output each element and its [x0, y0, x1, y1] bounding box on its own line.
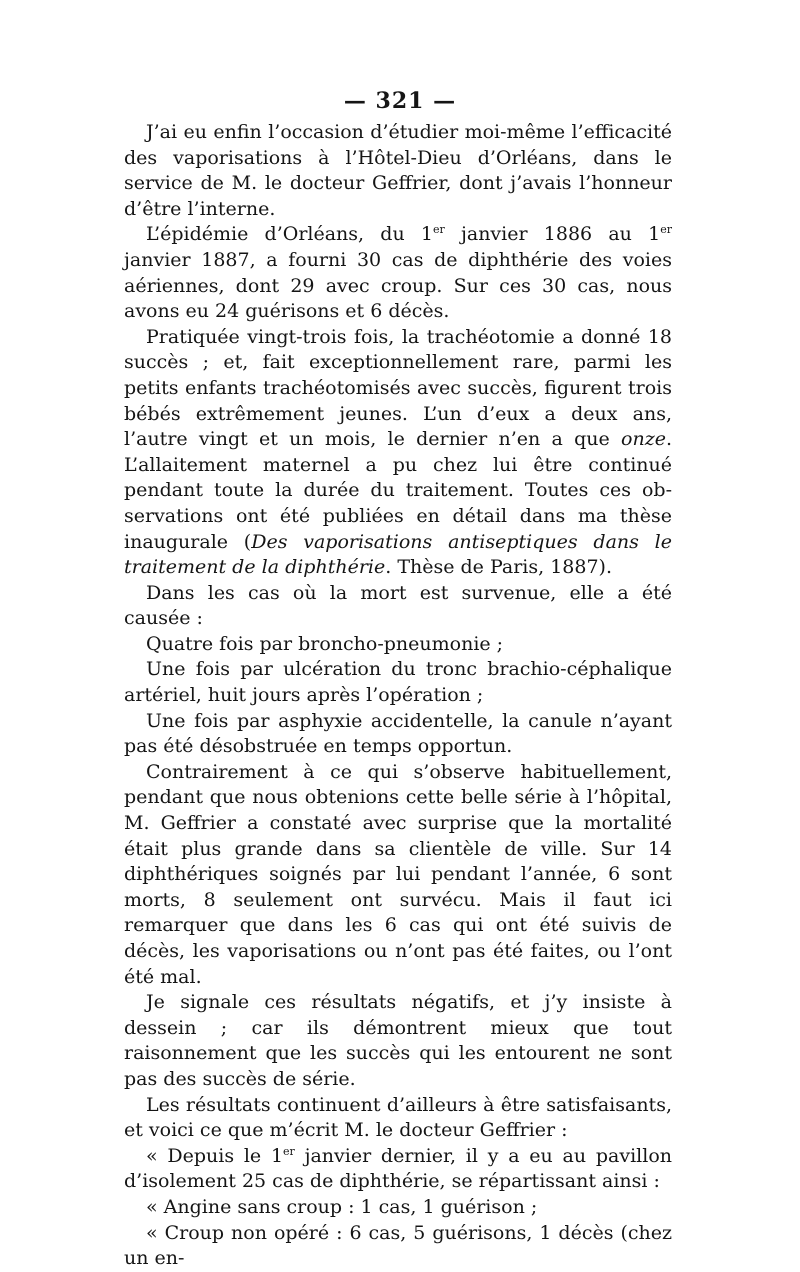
superscript: er: [283, 1144, 295, 1158]
paragraph: [124, 325, 672, 581]
text-run: . Thèse de Paris, 1887).: [385, 556, 613, 579]
text-run: janvier dernier, il y a eu au pavillon d’isolement 25 cas de diphthérie, se répartissant ainsi :: [124, 1144, 672, 1193]
paragraph: « Croup non opéré : 6 cas, 5 guérisons, 1 décès (chez un en-: [124, 1221, 672, 1270]
paragraph: Une fois par asphyxie accidentelle, la canule n’ayant pas été désobstruée en temps opportun.: [124, 709, 672, 758]
body-text: [124, 120, 672, 1272]
text-run: Pratiquée vingt-trois fois, la trachéotomie a donné 18 succès ; et, fait exceptionnellement rare, parmi les petits enfants trachéotomisés avec succès, figurent trois bébés extrêmement jeunes. L’un d’eux a deux ans, l’autre vingt et un mois, le dernier n’en a que: [124, 325, 672, 451]
paragraph: Dans les cas où la mort est survenue, elle a été causée :: [124, 581, 672, 630]
paragraph: Une fois par ulcération du tronc brachio-céphalique artériel, huit jours après l’opération ;: [124, 658, 672, 707]
text-run: janvier 1887, a fourni 30 cas de diphthérie des voies aériennes, dont 29 avec croup. Sur ces 30 cas, nous avons eu 24 guérisons et 6 décès.: [124, 248, 672, 323]
text-run: . L’allaitement maternel a pu chez lui être continué pendant toute la durée du traitement. Toutes ces observations ont été publiées en détail dans ma thèse inaugurale (: [124, 428, 672, 553]
thesis-title: Des vaporisations antiseptiques dans le traitement de la diphthérie: [124, 530, 672, 579]
paragraph: Contrairement à ce qui s’observe habituellement, pendant que nous obtenions cette belle série à l’hôpital, M. Geffrier a constaté avec surprise que la mortalité était plus grande dans sa clientèle de ville. Sur 14 diphthériques soignés par lui pendant l’année, 6 sont morts, 8 seulement ont survécu. Mais il faut ici remarquer que dans les 6 cas qui ont été suivis de décès, les vaporisations ou n’ont pas été faites, ou l’ont été mal.: [124, 760, 672, 988]
superscript: er: [432, 223, 445, 237]
superscript: er: [660, 223, 672, 237]
paragraph: J’ai eu enfin l’occasion d’étudier moi-même l’efficacité des vaporisations à l’Hôtel-Dieu d’Orléans, dans le service de M. le docteur Geffrier, dont j’avais l’honneur d’être l’interne.: [124, 121, 672, 220]
italic-text: onze: [621, 428, 666, 451]
page-number: — 321 —: [343, 88, 457, 114]
text-run: janvier 1886 au 1: [444, 223, 661, 246]
paragraph: [124, 1144, 672, 1195]
text-run: L’épidémie d’Orléans, du 1: [146, 223, 433, 246]
paragraph: Quatre fois par broncho-pneumonie ;: [146, 632, 504, 655]
paragraph: [124, 222, 672, 324]
paragraph: Je signale ces résultats négatifs, et j’y insiste à dessein ; car ils démontrent mieux que tout raisonnement que les succès qui les entourent ne sont pas des succès de série.: [124, 991, 672, 1090]
paragraph: « Angine sans croup : 1 cas, 1 guérison ;: [146, 1195, 538, 1218]
text-run: « Depuis le 1: [146, 1144, 284, 1167]
paragraph: Les résultats continuent d’ailleurs à être satisfaisants, et voici ce que m’écrit M. le docteur Geffrier :: [124, 1093, 672, 1142]
